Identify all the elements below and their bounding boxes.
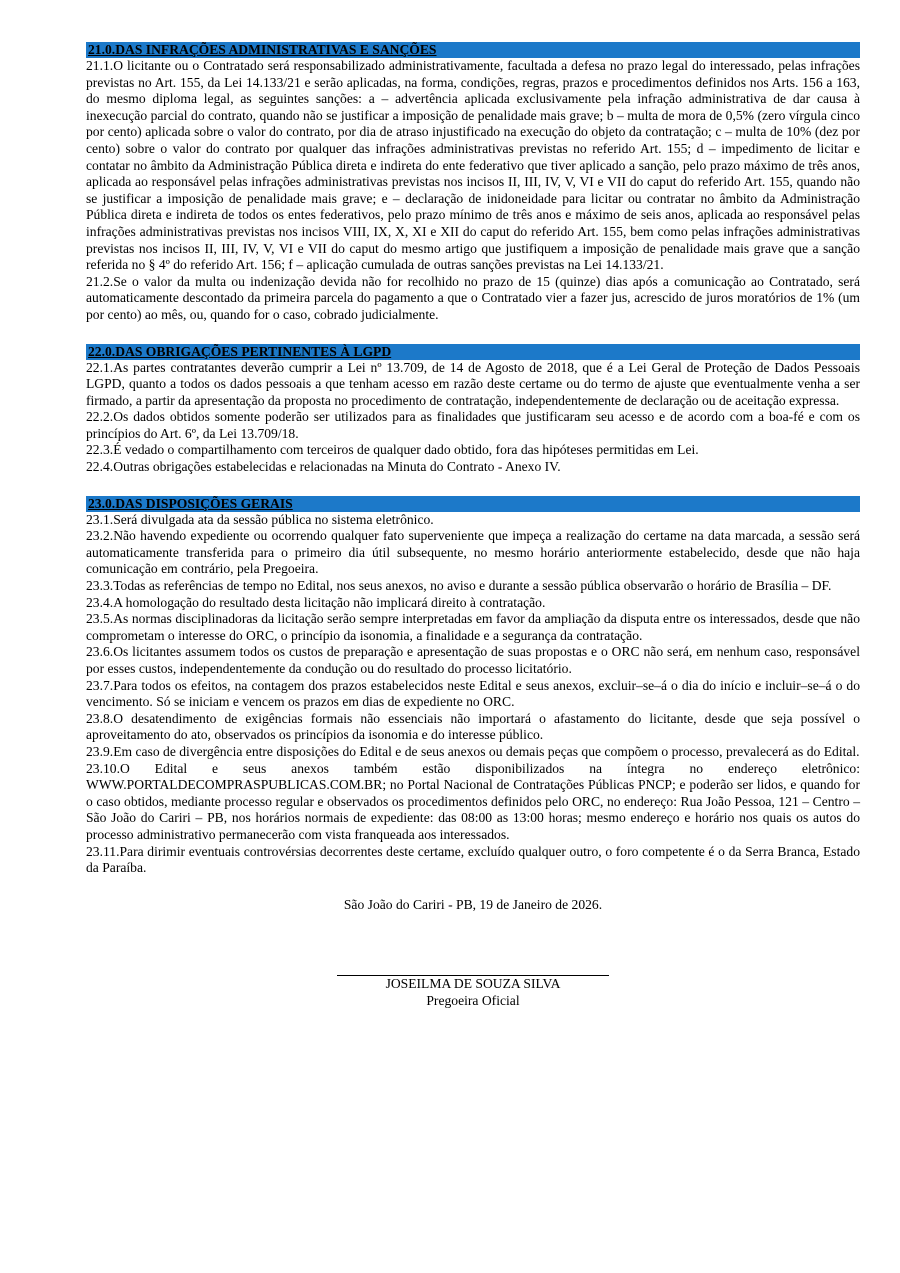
paragraph: 22.3.É vedado o compartilhamento com terceiros de qualquer dado obtido, fora das hipóteses permitidas em Lei. bbox=[86, 442, 699, 458]
paragraph: 23.1.Será divulgada ata da sessão pública no sistema eletrônico. bbox=[86, 511, 434, 527]
paragraph: 22.1.As partes contratantes deverão cumprir a Lei nº 13.709, de 14 de Agosto de 2018, que é a Lei Geral de Proteção de Dados Pessoais LGPD, quanto a todos os dados pessoais a que tenham acesso em razão deste certame ou do termo de ajuste que eventualmente venha a ser firmado, a partir da apresentação da proposta no procedimento de contratação, independentemente de declaração ou de aceitação expressa. bbox=[86, 359, 860, 408]
signer-role: Pregoeira Oficial bbox=[426, 992, 520, 1008]
paragraph: 23.6.Os licitantes assumem todos os custos de preparação e apresentação de suas propostas e o ORC não será, em nenhum caso, responsável por esses custos, independentemente da condução ou do resultado do processo licitatório. bbox=[86, 644, 860, 676]
section-title: 23.0.DAS DISPOSIÇÕES GERAIS bbox=[86, 496, 860, 512]
signature-block bbox=[86, 975, 860, 1009]
section-title: 21.0.DAS INFRAÇÕES ADMINISTRATIVAS E SANÇÕES bbox=[86, 42, 860, 58]
paragraph: 22.2.Os dados obtidos somente poderão ser utilizados para as finalidades que justificaram seu acesso e de acordo com a boa-fé e com os princípios do Art. 6º, da Lei 13.709/18. bbox=[86, 409, 860, 441]
signer-name: JOSEILMA DE SOUZA SILVA bbox=[385, 976, 561, 992]
section-infracoes bbox=[86, 42, 860, 324]
paragraph: 23.4.A homologação do resultado desta licitação não implicará direito à contratação. bbox=[86, 594, 546, 610]
document-page bbox=[86, 42, 860, 1010]
section-title: 22.0.DAS OBRIGAÇÕES PERTINENTES À LGPD bbox=[86, 344, 860, 360]
paragraph: 23.7.Para todos os efeitos, na contagem dos prazos estabelecidos neste Edital e seus anexos, excluir–se–á o dia do início e incluir–se–á o do vencimento. Só se iniciam e vencem os prazos em dias de expediente no ORC. bbox=[86, 677, 860, 710]
paragraph: 23.3.Todas as referências de tempo no Edital, nos seus anexos, no aviso e durante a sessão pública observarão o horário de Brasília – DF. bbox=[86, 578, 832, 594]
paragraph: 23.11.Para dirimir eventuais controvérsias decorrentes deste certame, excluído qualquer outro, o foro competente é o da Serra Branca, Estado da Paraíba. bbox=[86, 843, 860, 876]
paragraph: 21.2.Se o valor da multa ou indenização devida não for recolhido no prazo de 15 (quinze) dias após a comunicação ao Contratado, será automaticamente descontado da primeira parcela do pagamento a que o Contratado vier a fazer jus, acrescido de juros moratórios de 1% (um por cento) ao mês, ou, quando for o caso, cobrado judicialmente. bbox=[86, 273, 860, 322]
paragraph: 23.2.Não havendo expediente ou ocorrendo qualquer fato superveniente que impeça a realização do certame na data marcada, a sessão será automaticamente transferida para o primeiro dia útil subsequente, no mesmo horário anteriormente estabelecido, desde que não haja comunicação em contrário, pela Pregoeira. bbox=[86, 528, 860, 577]
paragraph: 22.4.Outras obrigações estabelecidas e relacionadas na Minuta do Contrato - Anexo IV. bbox=[86, 459, 561, 475]
section-disposicoes bbox=[86, 496, 860, 877]
paragraph: 23.10.O Edital e seus anexos também estão disponibilizados na íntegra no endereço eletrônico: WWW.PORTALDECOMPRASPUBLICAS.COM.BR; no Portal Nacional de Contratações Públicas PNCP; e poderão ser lidos, e quando for o caso obtidos, mediante processo regular e observados os procedimentos definidos pelo ORC, no endereço: Rua João Pessoa, 121 – Centro – São João do Cariri – PB, nos horários normais de expediente: das 08:00 as 13:00 horas; mesmo endereço e horário nos quais os autos do processo administrativo permanecerão com vista franqueada aos interessados. bbox=[86, 760, 860, 842]
section-lgpd bbox=[86, 344, 860, 476]
paragraph: 23.9.Em caso de divergência entre disposições do Edital e de seus anexos ou demais peças que compõem o processo, prevalecerá as do Edital. bbox=[86, 743, 860, 759]
date-line: São João do Cariri - PB, 19 de Janeiro de 2026. bbox=[343, 896, 603, 912]
paragraph: 21.1.O licitante ou o Contratado será responsabilizado administrativamente, facultada a defesa no prazo legal do interessado, pelas infrações previstas no Art. 155, da Lei 14.133/21 e serão aplicadas, na forma, condições, regras, prazos e procedimentos definidos nos Arts. 156 a 163, do mesmo diploma legal, as seguintes sanções: a – advertência aplicada exclusivamente pela infração administrativa de dar causa à inexecução parcial do contrato, quando não se justificar a imposição de penalidade mais grave; b – multa de mora de 0,5% (zero vírgula cinco por cento) aplicada sobre o valor do contrato, por dia de atraso injustificado na execução do objeto da contratação; c – multa de 10% (dez por cento) sobre o valor do contrato por qualquer das infrações administrativas previstas no referido Art. 155; d – impedimento de licitar e contatar no âmbito da Administração Pública direta e indireta do ente federativo que tiver aplicado a sanção, pelo prazo máximo de três anos, aplicada ao responsável pelas infrações administrativas previstas nos incisos II, III, IV, V, VI e VII do caput do referido Art. 155, quando não se justificar a imposição de penalidade mais grave; e – declaração de inidoneidade para licitar ou contratar no âmbito da Administração Pública direta e indireta de todos os entes federativos, pelo prazo mínimo de três anos e máximo de seis anos, aplicada ao responsável pelas infrações administrativas previstas nos incisos VIII, IX, X, XI e XII do caput do referido Art. 155, bem como pelas infrações administrativas previstas nos incisos II, III, IV, V, VI e VII do caput do mesmo artigo que justifiquem a imposição de penalidade mais grave que a sanção referida no § 4º do referido Art. 156; f – aplicação cumulada de outras sanções previstas na Lei 14.133/21. bbox=[86, 58, 860, 273]
paragraph: 23.5.As normas disciplinadoras da licitação serão sempre interpretadas em favor da ampliação da disputa entre os interessados, desde que não comprometam o interesse do ORC, o princípio da isonomia, a finalidade e a segurança da contratação. bbox=[86, 611, 860, 643]
paragraph: 23.8.O desatendimento de exigências formais não essenciais não importará o afastamento do licitante, desde que seja possível o aproveitamento do ato, observados os princípios da isonomia e do interesse público. bbox=[86, 710, 860, 743]
